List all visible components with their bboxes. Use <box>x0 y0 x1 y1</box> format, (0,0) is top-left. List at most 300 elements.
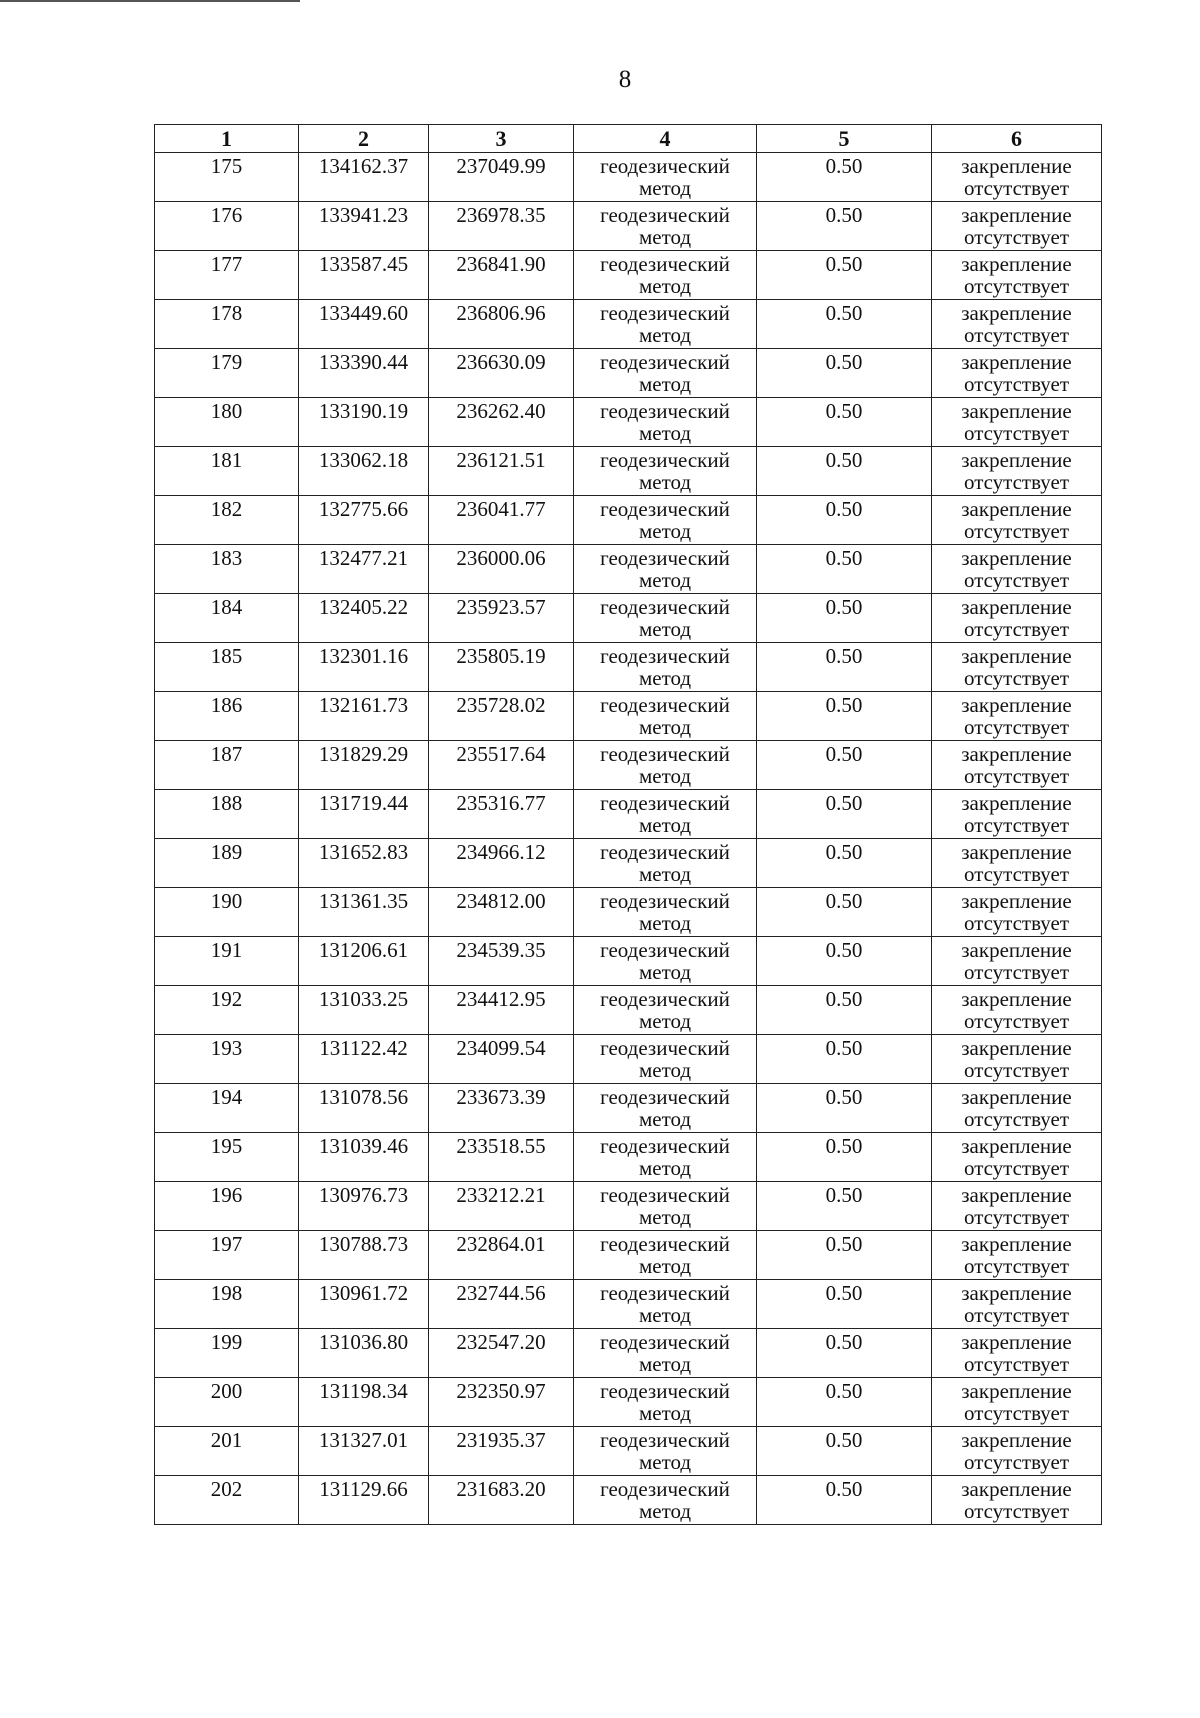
fixation-cell-line-1: закрепление <box>961 840 1072 864</box>
method-cell-line-1: геодезический <box>600 1281 730 1305</box>
method-cell-line-1: геодезический <box>600 350 730 374</box>
table-row <box>155 398 1102 447</box>
point-number-cell: 197 <box>155 1231 299 1280</box>
method-cell-line-2: метод <box>638 1499 692 1523</box>
fixation-cell <box>932 447 1102 496</box>
coordinate-y-cell: 236121.51 <box>429 447 574 496</box>
method-cell-line-2: метод <box>638 1303 692 1327</box>
fixation-cell-line-2: отсутствует <box>963 1156 1070 1180</box>
fixation-cell-line-2: отсутствует <box>963 813 1070 837</box>
method-cell-line-2: метод <box>638 225 692 249</box>
method-cell-line-2: метод <box>638 1156 692 1180</box>
fixation-cell <box>932 1427 1102 1476</box>
fixation-cell <box>932 1035 1102 1084</box>
accuracy-cell: 0.50 <box>757 1378 932 1427</box>
fixation-cell-line-2: отсутствует <box>963 225 1070 249</box>
table-row <box>155 1476 1102 1525</box>
table-row <box>155 202 1102 251</box>
fixation-cell <box>932 741 1102 790</box>
point-number-cell: 183 <box>155 545 299 594</box>
coordinate-y-cell: 235316.77 <box>429 790 574 839</box>
fixation-cell-line-2: отсутствует <box>963 960 1070 984</box>
point-number-cell: 190 <box>155 888 299 937</box>
method-cell-line-1: геодезический <box>600 1379 730 1403</box>
coordinate-y-cell: 233673.39 <box>429 1084 574 1133</box>
method-cell <box>574 545 757 594</box>
method-cell <box>574 692 757 741</box>
fixation-cell-line-2: отсутствует <box>963 1205 1070 1229</box>
method-cell-line-2: метод <box>638 1205 692 1229</box>
point-number-cell: 199 <box>155 1329 299 1378</box>
point-number-cell: 182 <box>155 496 299 545</box>
accuracy-cell: 0.50 <box>757 1133 932 1182</box>
method-cell-line-1: геодезический <box>600 791 730 815</box>
fixation-cell-line-2: отсутствует <box>963 176 1070 200</box>
fixation-cell-line-1: закрепление <box>961 1379 1072 1403</box>
fixation-cell-line-1: закрепление <box>961 1232 1072 1256</box>
method-cell <box>574 1378 757 1427</box>
fixation-cell-line-2: отсутствует <box>963 1303 1070 1327</box>
coordinate-y-cell: 231683.20 <box>429 1476 574 1525</box>
accuracy-cell: 0.50 <box>757 496 932 545</box>
table-row <box>155 1231 1102 1280</box>
fixation-cell-line-1: закрепление <box>961 203 1072 227</box>
method-cell-line-2: метод <box>638 519 692 543</box>
coordinate-y-cell: 234412.95 <box>429 986 574 1035</box>
table-row <box>155 153 1102 202</box>
method-cell-line-2: метод <box>638 176 692 200</box>
point-number-cell: 195 <box>155 1133 299 1182</box>
point-number-cell: 185 <box>155 643 299 692</box>
accuracy-cell: 0.50 <box>757 790 932 839</box>
table-body <box>155 153 1102 1525</box>
coordinate-y-cell: 235517.64 <box>429 741 574 790</box>
coordinate-y-cell: 237049.99 <box>429 153 574 202</box>
method-cell-line-1: геодезический <box>600 693 730 717</box>
fixation-cell-line-1: закрепление <box>961 448 1072 472</box>
fixation-cell-line-2: отсутствует <box>963 715 1070 739</box>
fixation-cell-line-2: отсутствует <box>963 372 1070 396</box>
fixation-cell <box>932 1329 1102 1378</box>
coordinate-x-cell: 131122.42 <box>299 1035 429 1084</box>
coordinate-x-cell: 132301.16 <box>299 643 429 692</box>
table-row <box>155 496 1102 545</box>
method-cell-line-1: геодезический <box>600 644 730 668</box>
fixation-cell-line-2: отсутствует <box>963 617 1070 641</box>
point-number-cell: 196 <box>155 1182 299 1231</box>
coordinate-x-cell: 131327.01 <box>299 1427 429 1476</box>
method-cell-line-2: метод <box>638 1450 692 1474</box>
header-row <box>155 125 1102 153</box>
method-cell-line-2: метод <box>638 1009 692 1033</box>
point-number-cell: 202 <box>155 1476 299 1525</box>
coordinate-x-cell: 131198.34 <box>299 1378 429 1427</box>
fixation-cell <box>932 398 1102 447</box>
coordinate-y-cell: 235728.02 <box>429 692 574 741</box>
accuracy-cell: 0.50 <box>757 300 932 349</box>
table-row <box>155 594 1102 643</box>
method-cell-line-1: геодезический <box>600 1036 730 1060</box>
fixation-cell <box>932 1133 1102 1182</box>
method-cell-line-2: метод <box>638 1107 692 1131</box>
method-cell-line-2: метод <box>638 421 692 445</box>
table-row <box>155 349 1102 398</box>
coordinate-y-cell: 234966.12 <box>429 839 574 888</box>
fixation-cell-line-1: закрепление <box>961 1183 1072 1207</box>
method-cell-line-2: метод <box>638 1352 692 1376</box>
method-cell <box>574 1035 757 1084</box>
fixation-cell <box>932 986 1102 1035</box>
accuracy-cell: 0.50 <box>757 1231 932 1280</box>
accuracy-cell: 0.50 <box>757 839 932 888</box>
fixation-cell <box>932 496 1102 545</box>
point-number-cell: 192 <box>155 986 299 1035</box>
fixation-cell-line-1: закрепление <box>961 693 1072 717</box>
point-number-cell: 189 <box>155 839 299 888</box>
coordinate-y-cell: 236041.77 <box>429 496 574 545</box>
method-cell-line-2: метод <box>638 911 692 935</box>
fixation-cell-line-2: отсутствует <box>963 1450 1070 1474</box>
fixation-cell-line-2: отсутствует <box>963 1499 1070 1523</box>
fixation-cell <box>932 300 1102 349</box>
fixation-cell-line-1: закрепление <box>961 399 1072 423</box>
accuracy-cell: 0.50 <box>757 594 932 643</box>
fixation-cell <box>932 1476 1102 1525</box>
fixation-cell-line-1: закрепление <box>961 252 1072 276</box>
header-cell-6: 6 <box>932 125 1102 153</box>
method-cell <box>574 447 757 496</box>
method-cell-line-1: геодезический <box>600 1428 730 1452</box>
fixation-cell <box>932 790 1102 839</box>
point-number-cell: 180 <box>155 398 299 447</box>
top-rule-divider <box>0 0 300 2</box>
fixation-cell <box>932 1182 1102 1231</box>
coordinate-y-cell: 236841.90 <box>429 251 574 300</box>
coordinate-x-cell: 130976.73 <box>299 1182 429 1231</box>
method-cell-line-2: метод <box>638 1401 692 1425</box>
coordinate-y-cell: 235805.19 <box>429 643 574 692</box>
method-cell-line-1: геодезический <box>600 1183 730 1207</box>
point-number-cell: 178 <box>155 300 299 349</box>
table-row <box>155 937 1102 986</box>
fixation-cell-line-1: закрепление <box>961 742 1072 766</box>
coordinate-x-cell: 133390.44 <box>299 349 429 398</box>
method-cell-line-2: метод <box>638 372 692 396</box>
method-cell <box>574 1084 757 1133</box>
accuracy-cell: 0.50 <box>757 643 932 692</box>
fixation-cell-line-2: отсутствует <box>963 274 1070 298</box>
coordinate-y-cell: 236978.35 <box>429 202 574 251</box>
point-number-cell: 193 <box>155 1035 299 1084</box>
table-row <box>155 1329 1102 1378</box>
fixation-cell <box>932 1280 1102 1329</box>
point-number-cell: 181 <box>155 447 299 496</box>
fixation-cell <box>932 937 1102 986</box>
method-cell <box>574 839 757 888</box>
fixation-cell <box>932 594 1102 643</box>
coordinate-y-cell: 234812.00 <box>429 888 574 937</box>
coordinate-y-cell: 231935.37 <box>429 1427 574 1476</box>
accuracy-cell: 0.50 <box>757 692 932 741</box>
fixation-cell-line-1: закрепление <box>961 1134 1072 1158</box>
point-number-cell: 177 <box>155 251 299 300</box>
coordinate-y-cell: 236262.40 <box>429 398 574 447</box>
coordinate-x-cell: 130788.73 <box>299 1231 429 1280</box>
coordinate-x-cell: 133449.60 <box>299 300 429 349</box>
coordinate-x-cell: 134162.37 <box>299 153 429 202</box>
table-row <box>155 1035 1102 1084</box>
fixation-cell-line-2: отсутствует <box>963 1009 1070 1033</box>
accuracy-cell: 0.50 <box>757 398 932 447</box>
accuracy-cell: 0.50 <box>757 888 932 937</box>
accuracy-cell: 0.50 <box>757 545 932 594</box>
coordinate-y-cell: 233212.21 <box>429 1182 574 1231</box>
method-cell <box>574 349 757 398</box>
fixation-cell <box>932 839 1102 888</box>
coordinate-x-cell: 131829.29 <box>299 741 429 790</box>
coordinate-y-cell: 234099.54 <box>429 1035 574 1084</box>
page-number: 8 <box>618 66 632 93</box>
fixation-cell-line-1: закрепление <box>961 1085 1072 1109</box>
fixation-cell-line-2: отсутствует <box>963 1352 1070 1376</box>
method-cell-line-1: геодезический <box>600 399 730 423</box>
method-cell-line-1: геодезический <box>600 1330 730 1354</box>
point-number-cell: 176 <box>155 202 299 251</box>
coordinate-y-cell: 232864.01 <box>429 1231 574 1280</box>
fixation-cell-line-2: отсутствует <box>963 519 1070 543</box>
coordinate-x-cell: 131206.61 <box>299 937 429 986</box>
point-number-cell: 201 <box>155 1427 299 1476</box>
method-cell-line-1: геодезический <box>600 840 730 864</box>
method-cell <box>574 153 757 202</box>
fixation-cell-line-1: закрепление <box>961 644 1072 668</box>
fixation-cell-line-1: закрепление <box>961 1477 1072 1501</box>
method-cell-line-1: геодезический <box>600 889 730 913</box>
method-cell <box>574 1182 757 1231</box>
coordinate-x-cell: 131036.80 <box>299 1329 429 1378</box>
point-number-cell: 198 <box>155 1280 299 1329</box>
fixation-cell-line-2: отсутствует <box>963 911 1070 935</box>
fixation-cell-line-2: отсутствует <box>963 1058 1070 1082</box>
accuracy-cell: 0.50 <box>757 741 932 790</box>
coordinate-x-cell: 132405.22 <box>299 594 429 643</box>
header-cell-3: 3 <box>429 125 574 153</box>
method-cell-line-1: геодезический <box>600 203 730 227</box>
coordinate-y-cell: 232744.56 <box>429 1280 574 1329</box>
fixation-cell-line-2: отсутствует <box>963 764 1070 788</box>
fixation-cell <box>932 692 1102 741</box>
method-cell-line-2: метод <box>638 470 692 494</box>
coordinate-x-cell: 131033.25 <box>299 986 429 1035</box>
accuracy-cell: 0.50 <box>757 251 932 300</box>
fixation-cell-line-1: закрепление <box>961 791 1072 815</box>
fixation-cell-line-1: закрепление <box>961 938 1072 962</box>
accuracy-cell: 0.50 <box>757 1427 932 1476</box>
method-cell-line-1: геодезический <box>600 1134 730 1158</box>
method-cell <box>574 937 757 986</box>
method-cell-line-2: метод <box>638 715 692 739</box>
table-row <box>155 839 1102 888</box>
coordinate-x-cell: 132161.73 <box>299 692 429 741</box>
table-row <box>155 447 1102 496</box>
fixation-cell-line-2: отсутствует <box>963 1107 1070 1131</box>
method-cell <box>574 790 757 839</box>
coordinate-y-cell: 236630.09 <box>429 349 574 398</box>
method-cell-line-2: метод <box>638 323 692 347</box>
method-cell-line-1: геодезический <box>600 987 730 1011</box>
fixation-cell-line-1: закрепление <box>961 154 1072 178</box>
method-cell-line-2: метод <box>638 764 692 788</box>
coordinate-x-cell: 132775.66 <box>299 496 429 545</box>
coordinate-y-cell: 235923.57 <box>429 594 574 643</box>
table-row <box>155 545 1102 594</box>
method-cell-line-2: метод <box>638 617 692 641</box>
coordinate-y-cell: 236806.96 <box>429 300 574 349</box>
method-cell-line-1: геодезический <box>600 1232 730 1256</box>
method-cell-line-1: геодезический <box>600 1085 730 1109</box>
fixation-cell-line-1: закрепление <box>961 595 1072 619</box>
point-number-cell: 188 <box>155 790 299 839</box>
fixation-cell-line-1: закрепление <box>961 1281 1072 1305</box>
accuracy-cell: 0.50 <box>757 447 932 496</box>
method-cell <box>574 1329 757 1378</box>
point-number-cell: 175 <box>155 153 299 202</box>
coordinate-y-cell: 233518.55 <box>429 1133 574 1182</box>
fixation-cell <box>932 1084 1102 1133</box>
table-row <box>155 1084 1102 1133</box>
coordinate-x-cell: 133587.45 <box>299 251 429 300</box>
method-cell-line-2: метод <box>638 274 692 298</box>
fixation-cell-line-1: закрепление <box>961 497 1072 521</box>
accuracy-cell: 0.50 <box>757 1476 932 1525</box>
method-cell-line-2: метод <box>638 568 692 592</box>
coordinate-x-cell: 131039.46 <box>299 1133 429 1182</box>
table-row <box>155 1378 1102 1427</box>
accuracy-cell: 0.50 <box>757 1182 932 1231</box>
table-row <box>155 300 1102 349</box>
method-cell <box>574 1231 757 1280</box>
header-cell-2: 2 <box>299 125 429 153</box>
fixation-cell <box>932 153 1102 202</box>
method-cell <box>574 496 757 545</box>
point-number-cell: 200 <box>155 1378 299 1427</box>
coordinate-x-cell: 131361.35 <box>299 888 429 937</box>
method-cell <box>574 251 757 300</box>
method-cell <box>574 1476 757 1525</box>
table-row <box>155 1427 1102 1476</box>
method-cell <box>574 888 757 937</box>
coordinate-x-cell: 133190.19 <box>299 398 429 447</box>
coordinate-x-cell: 131129.66 <box>299 1476 429 1525</box>
method-cell-line-2: метод <box>638 1254 692 1278</box>
fixation-cell-line-1: закрепление <box>961 301 1072 325</box>
accuracy-cell: 0.50 <box>757 986 932 1035</box>
fixation-cell-line-2: отсутствует <box>963 666 1070 690</box>
method-cell-line-2: метод <box>638 1058 692 1082</box>
method-cell-line-2: метод <box>638 813 692 837</box>
coordinate-y-cell: 232547.20 <box>429 1329 574 1378</box>
header-cell-4: 4 <box>574 125 757 153</box>
method-cell-line-2: метод <box>638 862 692 886</box>
table-row <box>155 1182 1102 1231</box>
method-cell <box>574 986 757 1035</box>
point-number-cell: 194 <box>155 1084 299 1133</box>
point-number-cell: 186 <box>155 692 299 741</box>
coordinate-x-cell: 132477.21 <box>299 545 429 594</box>
method-cell-line-1: геодезический <box>600 938 730 962</box>
method-cell <box>574 398 757 447</box>
point-number-cell: 191 <box>155 937 299 986</box>
fixation-cell-line-2: отсутствует <box>963 1401 1070 1425</box>
coordinate-x-cell: 131078.56 <box>299 1084 429 1133</box>
fixation-cell <box>932 888 1102 937</box>
fixation-cell <box>932 643 1102 692</box>
point-number-cell: 187 <box>155 741 299 790</box>
fixation-cell-line-2: отсутствует <box>963 470 1070 494</box>
fixation-cell-line-2: отсутствует <box>963 323 1070 347</box>
table-row <box>155 986 1102 1035</box>
method-cell-line-1: геодезический <box>600 252 730 276</box>
method-cell-line-2: метод <box>638 666 692 690</box>
accuracy-cell: 0.50 <box>757 1329 932 1378</box>
fixation-cell-line-1: закрепление <box>961 889 1072 913</box>
method-cell-line-1: геодезический <box>600 1477 730 1501</box>
method-cell <box>574 643 757 692</box>
coordinate-x-cell: 130961.72 <box>299 1280 429 1329</box>
fixation-cell <box>932 202 1102 251</box>
coordinates-table <box>154 124 1102 1525</box>
method-cell-line-1: геодезический <box>600 595 730 619</box>
fixation-cell-line-1: закрепление <box>961 350 1072 374</box>
accuracy-cell: 0.50 <box>757 1084 932 1133</box>
method-cell-line-1: геодезический <box>600 546 730 570</box>
method-cell <box>574 1280 757 1329</box>
method-cell <box>574 300 757 349</box>
coordinate-x-cell: 131652.83 <box>299 839 429 888</box>
coordinate-y-cell: 234539.35 <box>429 937 574 986</box>
fixation-cell-line-2: отсутствует <box>963 568 1070 592</box>
coordinate-y-cell: 236000.06 <box>429 545 574 594</box>
fixation-cell-line-2: отсутствует <box>963 421 1070 445</box>
point-number-cell: 179 <box>155 349 299 398</box>
fixation-cell-line-1: закрепление <box>961 987 1072 1011</box>
method-cell-line-1: геодезический <box>600 448 730 472</box>
fixation-cell <box>932 1378 1102 1427</box>
method-cell-line-1: геодезический <box>600 154 730 178</box>
table-row <box>155 251 1102 300</box>
fixation-cell-line-2: отсутствует <box>963 862 1070 886</box>
fixation-cell-line-1: закрепление <box>961 1330 1072 1354</box>
table-row <box>155 643 1102 692</box>
fixation-cell <box>932 1231 1102 1280</box>
fixation-cell-line-2: отсутствует <box>963 1254 1070 1278</box>
method-cell-line-2: метод <box>638 960 692 984</box>
fixation-cell <box>932 545 1102 594</box>
table-row <box>155 888 1102 937</box>
method-cell <box>574 202 757 251</box>
table-row <box>155 1133 1102 1182</box>
header-cell-5: 5 <box>757 125 932 153</box>
coordinate-x-cell: 133062.18 <box>299 447 429 496</box>
point-number-cell: 184 <box>155 594 299 643</box>
method-cell <box>574 594 757 643</box>
method-cell-line-1: геодезический <box>600 301 730 325</box>
accuracy-cell: 0.50 <box>757 1035 932 1084</box>
table-row <box>155 692 1102 741</box>
table-row <box>155 1280 1102 1329</box>
coordinate-x-cell: 133941.23 <box>299 202 429 251</box>
method-cell-line-1: геодезический <box>600 742 730 766</box>
